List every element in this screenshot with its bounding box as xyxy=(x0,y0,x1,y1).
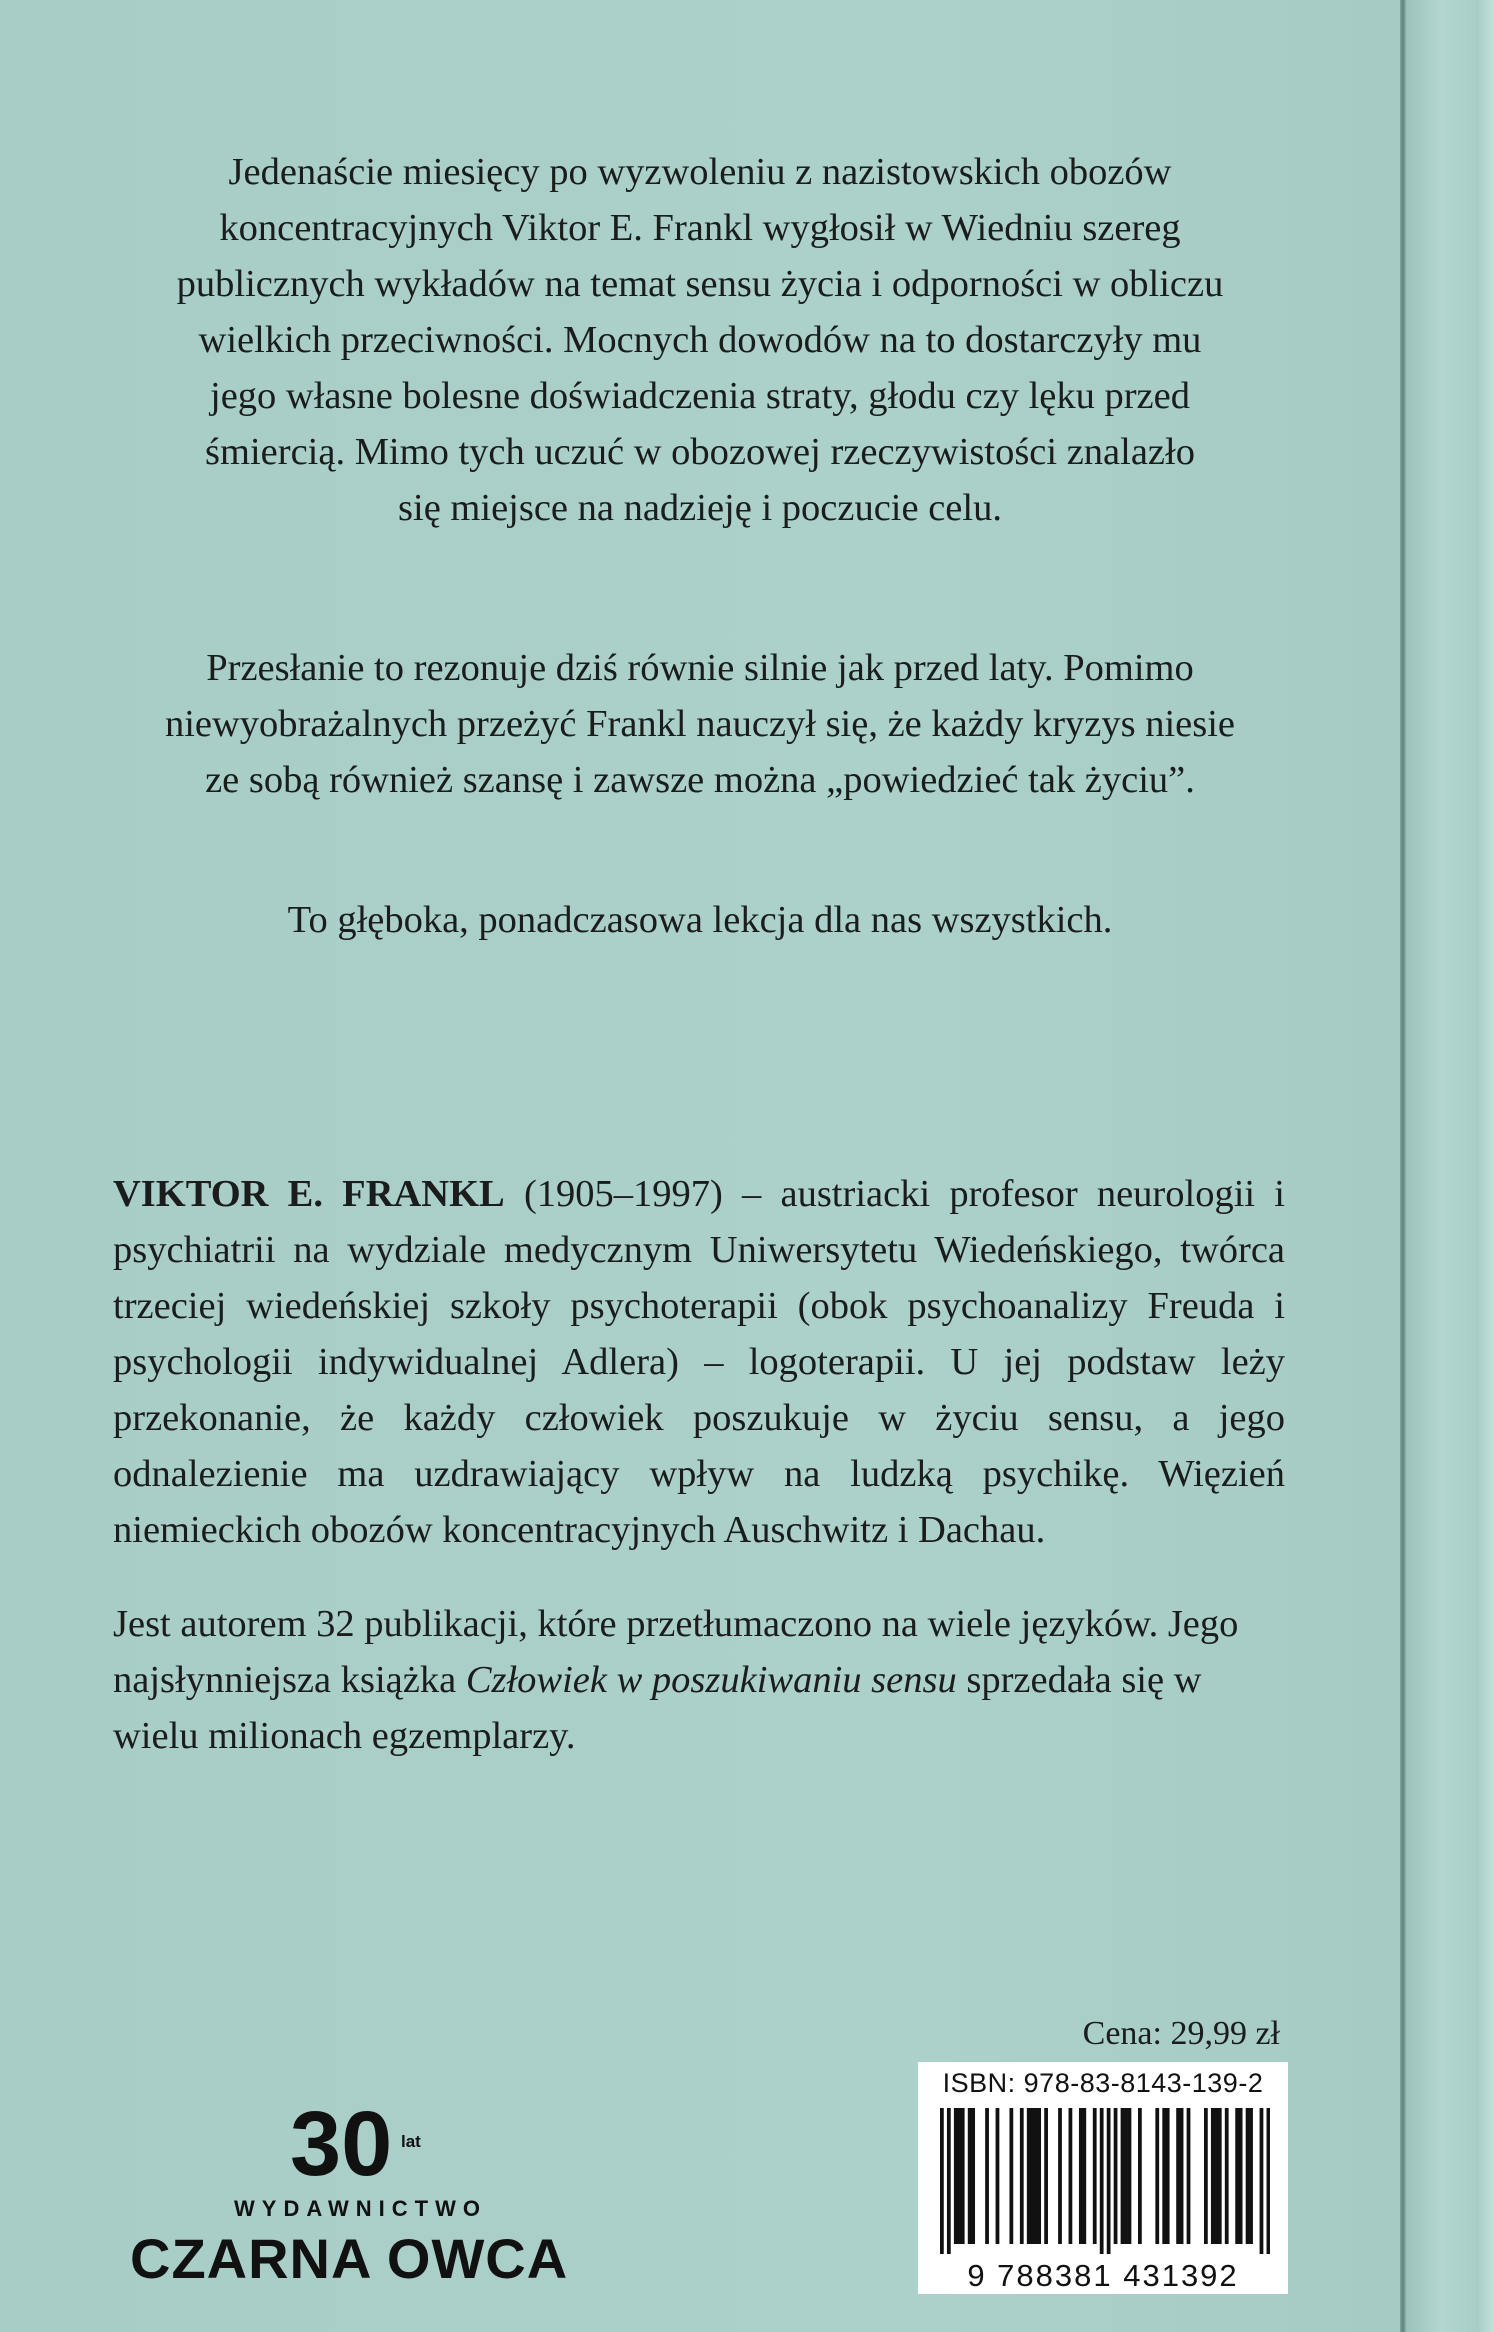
publisher-label: WYDAWNICTWO xyxy=(234,2196,487,2221)
anniversary-number: 30 xyxy=(290,2093,393,2195)
barcode-bar xyxy=(1027,2108,1031,2244)
text-line: się miejsce na nadzieję i poczucie celu. xyxy=(398,487,1002,529)
barcode-bar xyxy=(968,2108,972,2244)
text-line: śmiercią. Mimo tych uczuć w obozowej rzeczywistości znalazło xyxy=(205,431,1195,473)
barcode-bar xyxy=(1267,2108,1270,2254)
barcode-bar xyxy=(1260,2108,1264,2254)
barcode-bar xyxy=(1058,2108,1062,2244)
barcode-bar xyxy=(961,2108,965,2244)
barcode-bar xyxy=(1162,2108,1166,2244)
author-bio-text: (1905–1997) – austriacki profesor neurologii i psychiatrii na wydziale medycznym Uniwersytetu Wiedeńskiego, twórca trzeciej wiedeńskiej szkoły psychoterapii (obok psychoanalizy Freuda i psychologii indywidualnej Adlera) – logoterapii. U jej podstaw leży przekonanie, że każdy człowiek poszukuje w życiu sensu, a jego odnalezienie ma uzdrawiający wpływ na ludzką psychikę. Więzień niemieckich obozów koncentracyjnych Auschwitz i Dachau. xyxy=(113,1173,1285,1551)
barcode-bar xyxy=(1079,2108,1083,2244)
description-paragraph-2 xyxy=(100,640,1300,808)
barcode-bar xyxy=(1166,2108,1170,2244)
text-line: Przesłanie to rezonuje dziś równie silnie jak przed laty. Pomimo xyxy=(206,647,1194,689)
description-paragraph-3: To głęboka, ponadczasowa lekcja dla nas wszystkich. xyxy=(287,899,1113,941)
barcode-bar xyxy=(1128,2108,1132,2244)
barcode-bar xyxy=(1030,2108,1034,2244)
barcode-bar xyxy=(940,2108,944,2254)
barcode-bar xyxy=(1124,2108,1128,2244)
barcode-bar xyxy=(1093,2108,1097,2244)
barcode-bar xyxy=(1218,2108,1222,2244)
barcode-bar xyxy=(1069,2108,1073,2244)
text-line: publicznych wykładów na temat sensu życia i odporności w obliczu xyxy=(176,263,1224,305)
text-line: Jedenaście miesięcy po wyzwoleniu z nazistowskich obozów xyxy=(228,151,1172,193)
barcode-bar xyxy=(1082,2108,1086,2244)
author-publications xyxy=(113,1596,1285,1764)
barcode-bar xyxy=(1138,2108,1142,2244)
barcode-bar xyxy=(996,2108,1000,2244)
barcode-bar xyxy=(1239,2108,1243,2244)
anniversary-lat: lat xyxy=(401,2132,421,2151)
price-label: Cena: 29,99 zł xyxy=(1082,2015,1280,2052)
barcode-bar xyxy=(971,2108,975,2244)
barcode-bar xyxy=(1044,2108,1048,2244)
isbn-label: ISBN: 978-83-8143-139-2 xyxy=(942,2068,1264,2098)
barcode-bar xyxy=(1107,2108,1111,2254)
publications-text: Jest autorem 32 publikacji, które przetłumaczono na wiele języków. Jego najsłynniejsza książka xyxy=(113,1603,1239,1701)
barcode-bar xyxy=(1176,2108,1180,2244)
isbn-barcode xyxy=(918,2062,1288,2294)
text-line: jego własne bolesne doświadczenia straty, głodu czy lęku przed xyxy=(210,375,1190,417)
book-title: Człowiek w poszukiwaniu sensu xyxy=(465,1659,957,1701)
barcode-bar xyxy=(1020,2108,1024,2244)
barcode-bar xyxy=(1121,2108,1125,2244)
spine-edge xyxy=(1478,0,1493,2332)
barcode-bar xyxy=(1034,2108,1038,2244)
barcode-bar xyxy=(1037,2108,1041,2244)
barcode-bar xyxy=(1246,2108,1250,2244)
barcode-bar xyxy=(1114,2108,1118,2244)
author-bio xyxy=(113,1166,1285,1558)
barcode-bar xyxy=(1187,2108,1191,2244)
barcode-bar xyxy=(947,2108,951,2254)
publications-text-end: sprzedała się w wielu milionach egzemplarzy. xyxy=(113,1659,1202,1757)
barcode-bar xyxy=(1204,2108,1208,2244)
barcode-bar xyxy=(957,2108,961,2244)
barcode-bar xyxy=(1211,2108,1215,2244)
barcode-bars xyxy=(940,2108,1270,2254)
text-line: ze sobą również szansę i zawsze można „powiedzieć tak życiu”. xyxy=(205,759,1195,801)
text-line: niewyobrażalnych przeżyć Frankl nauczył się, że każdy kryzys niesie xyxy=(164,703,1236,745)
author-name: VIKTOR E. FRANKL xyxy=(113,1173,505,1215)
barcode-bar xyxy=(954,2108,958,2244)
barcode-bar xyxy=(1009,2108,1013,2244)
barcode-bar xyxy=(1180,2108,1184,2244)
barcode-bar xyxy=(1235,2108,1239,2244)
barcode-bar xyxy=(1100,2108,1104,2254)
barcode-bar xyxy=(1214,2108,1218,2244)
publisher-name: CZARNA OWCA xyxy=(130,2227,569,2290)
publisher-logo xyxy=(130,2093,610,2298)
barcode-bar xyxy=(1249,2108,1253,2244)
barcode-bar xyxy=(1155,2108,1159,2244)
barcode-bar xyxy=(985,2108,989,2244)
text-line: koncentracyjnych Viktor E. Frankl wygłosił w Wiedniu szereg xyxy=(219,207,1181,249)
text-line: wielkich przeciwności. Mocnych dowodów na to dostarczyły mu xyxy=(198,319,1202,361)
description-paragraph-1 xyxy=(100,144,1300,536)
barcode-bar xyxy=(1225,2108,1229,2244)
barcode-digits: 9 788381 431392 xyxy=(967,2258,1239,2293)
